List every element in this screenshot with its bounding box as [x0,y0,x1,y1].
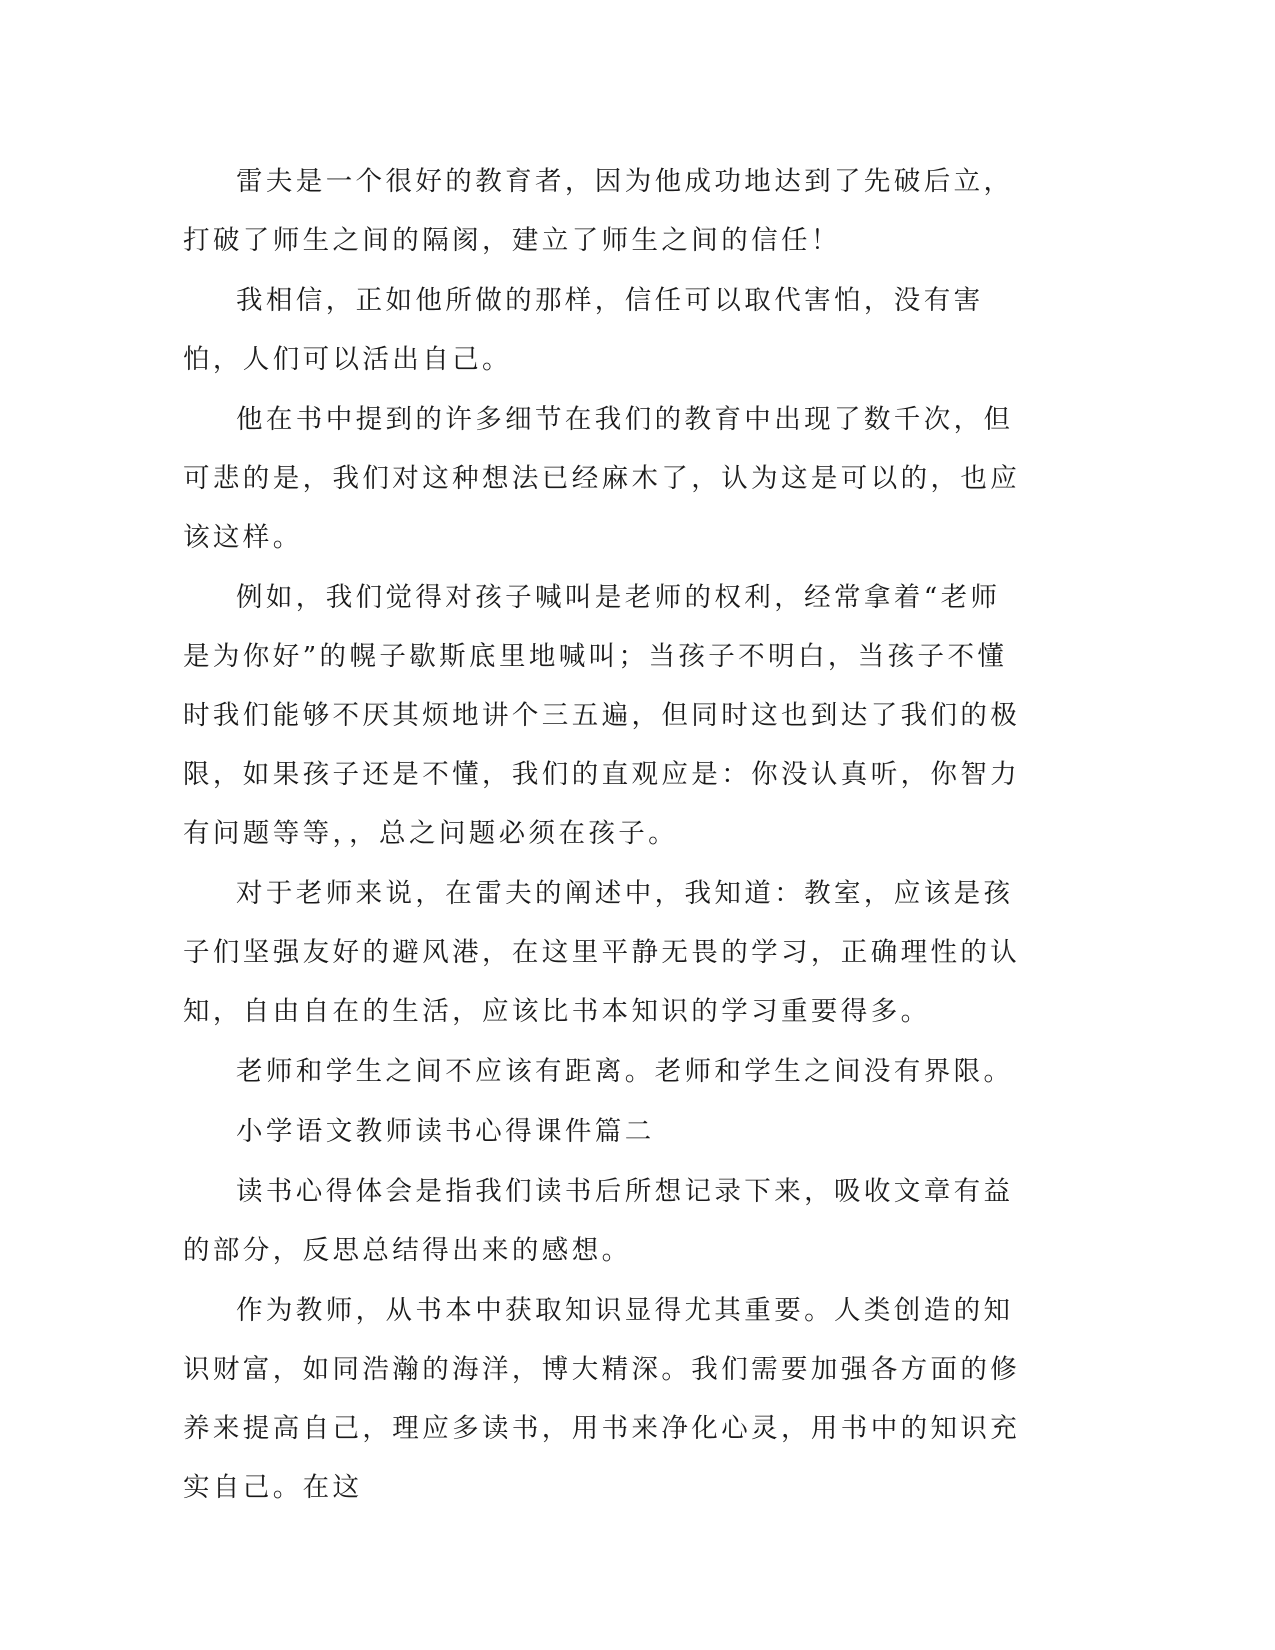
paragraph: 例如，我们觉得对孩子喊叫是老师的权利，经常拿着“老师是为你好”的幌子歇斯底里地喊叫；当孩子不明白，当孩子不懂时我们能够不厌其烦地讲个三五遍，但同时这也到达了我们的极限，如果孩子还是不懂，我们的直观应是：你没认真听，你智力有问题等等，，总之问题必须在孩子。 [183,582,1021,849]
document-body [183,152,1028,1518]
paragraph: 读书心得体会是指我们读书后所想记录下来，吸收文章有益的部分，反思总结得出来的感想。 [183,1176,1014,1266]
paragraph: 雷夫是一个很好的教育者，因为他成功地达到了先破后立，打破了师生之间的隔阂，建立了师生之间的信任！ [183,166,1014,256]
paragraph: 我相信，正如他所做的那样，信任可以取代害怕，没有害怕，人们可以活出自己。 [183,285,984,375]
paragraph: 老师和学生之间不应该有距离。老师和学生之间没有界限。 [236,1056,1014,1087]
paragraph: 对于老师来说，在雷夫的阐述中，我知道：教室，应该是孩子们坚强友好的避风港，在这里平静无畏的学习，正确理性的认知，自由自在的生活，应该比书本知识的学习重要得多。 [183,878,1021,1027]
paragraph: 作为教师，从书本中获取知识显得尤其重要。人类创造的知识财富，如同浩瀚的海洋，博大精深。我们需要加强各方面的修养来提高自己，理应多读书，用书来净化心灵，用书中的知识充实自己。在这 [183,1295,1021,1503]
paragraph: 他在书中提到的许多细节在我们的教育中出现了数千次，但可悲的是，我们对这种想法已经麻木了，认为这是可以的，也应该这样。 [183,404,1021,553]
section-heading: 小学语文教师读书心得课件篇二 [236,1116,655,1147]
